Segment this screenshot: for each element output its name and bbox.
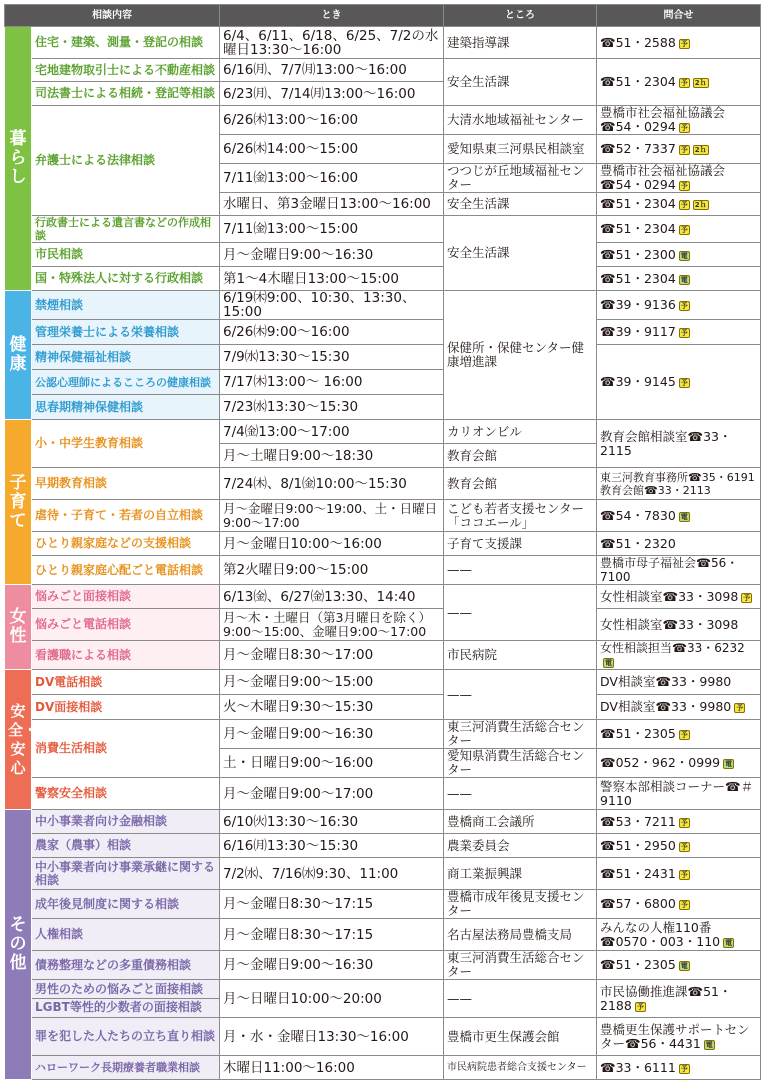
row-place: 東三河消費生活総合センター [444, 720, 597, 749]
row-name: 禁煙相談 [32, 291, 220, 320]
row-time: 7/11㈮13:00～15:00 [220, 216, 444, 243]
table-row [5, 532, 761, 556]
row-contact: ☎51・2320 [597, 532, 761, 556]
row-time: 6/13㈮、6/27㈮13:30、14:40 [220, 585, 444, 609]
row-place: 教育会館 [444, 444, 597, 468]
row-place: 安全生活課 [444, 59, 597, 106]
telephone-badge-icon: 電 [680, 275, 688, 284]
category-kenko: 健康 [5, 291, 32, 420]
row-name: 早期教育相談 [32, 468, 220, 500]
row-name: 管理栄養士による栄養相談 [32, 320, 220, 345]
category-sonota: その他 [5, 810, 32, 1080]
two-hour-badge-icon: 2ｈ [694, 79, 707, 87]
reservation-badge-icon: 予 [680, 1064, 688, 1073]
row-name: DV面接相談 [32, 695, 220, 720]
row-place: 安全生活課 [444, 193, 597, 216]
row-place: 愛知県東三河県民相談室 [444, 135, 597, 164]
table-row [5, 1018, 761, 1056]
reservation-badge-icon: 予 [680, 818, 688, 827]
row-place: —— [444, 556, 597, 585]
row-name: 男性のための悩みごと面接相談 LGBT等性的少数者の面接相談 [32, 980, 220, 1018]
row-place: 愛知県消費生活総合センター [444, 749, 597, 778]
table-row [5, 778, 761, 810]
reservation-badge-icon: 予 [680, 870, 688, 879]
table-row [5, 500, 761, 532]
row-place: 市民病院患者総合支援センター [444, 1056, 597, 1080]
table-row [5, 216, 761, 243]
two-hour-badge-icon: 2ｈ [694, 201, 707, 209]
row-contact: 女性相談室☎33・3098 [597, 609, 761, 641]
row-name: 中小事業者向け事業承継に関する相談 [32, 858, 220, 890]
table-row [5, 609, 761, 641]
row-name: 農家（農事）相談 [32, 834, 220, 858]
category-kosodate: 子育て [5, 420, 32, 585]
row-time: 月～日曜日10:00～20:00 [220, 980, 444, 1018]
row-place: —— [444, 980, 597, 1018]
table-row [5, 243, 761, 267]
row-time: 月～金曜日9:00～16:30 [220, 951, 444, 980]
header-row [5, 5, 761, 27]
row-place: 子育て支援課 [444, 532, 597, 556]
two-hour-badge-icon: 2ｈ [694, 146, 707, 154]
table-row [5, 720, 761, 749]
row-name: ハローワーク長期療養者職業相談 [32, 1056, 220, 1080]
row-contact: 豊橋更生保護サポートセンター☎56・4431 電 [597, 1018, 761, 1056]
reservation-badge-icon: 予 [680, 182, 688, 190]
row-time: 6/26㈭9:00～16:00 [220, 320, 444, 345]
row-contact: ☎51・2304 予 [597, 216, 761, 243]
reservation-badge-icon: 予 [680, 79, 688, 87]
reservation-badge-icon: 予 [680, 146, 688, 154]
row-contact: ☎53・7211 予 [597, 810, 761, 834]
row-contact: 警察本部相談コーナー☎＃9110 [597, 778, 761, 810]
row-place: こども若者支援センター「ココエール」 [444, 500, 597, 532]
row-place: 教育会館 [444, 468, 597, 500]
consultation-table-wrapper [4, 4, 760, 1080]
reservation-badge-icon: 予 [680, 329, 688, 337]
table-row [5, 1056, 761, 1080]
row-name: 中小事業者向け金融相談 [32, 810, 220, 834]
row-contact: ☎51・2304 電 [597, 267, 761, 291]
row-time: 月～金曜日9:00～19:00、土・日曜日9:00～17:00 [220, 500, 444, 532]
reservation-badge-icon: 予 [736, 704, 744, 712]
row-name: 司法書士による相続・登記等相談 [32, 82, 220, 106]
row-name: 精神保健福祉相談 [32, 345, 220, 370]
reservation-badge-icon: 予 [680, 201, 688, 209]
telephone-badge-icon: 電 [680, 512, 688, 521]
table-row [5, 858, 761, 890]
row-place: 名古屋法務局豊橋支局 [444, 919, 597, 951]
row-place: 商工業振興課 [444, 858, 597, 890]
row-time: 月～金曜日9:00～16:30 [220, 243, 444, 267]
row-place: —— [444, 670, 597, 720]
table-row [5, 951, 761, 980]
row-time: 7/17㈭13:00～ 16:00 [220, 370, 444, 395]
row-contact: ☎51・2300 電 [597, 243, 761, 267]
row-time: 6/26㈭14:00～15:00 [220, 135, 444, 164]
row-time: 第1～4木曜日13:00～15:00 [220, 267, 444, 291]
row-place: 農業委員会 [444, 834, 597, 858]
reservation-badge-icon: 予 [680, 842, 688, 851]
table-row [5, 695, 761, 720]
row-time: 月～金曜日8:30～17:00 [220, 641, 444, 670]
row-contact: ☎52・7337 予 2ｈ [597, 135, 761, 164]
row-time: 6/10㈫13:30～16:30 [220, 810, 444, 834]
row-time: 7/11㈮13:00～16:00 [220, 164, 444, 193]
row-contact: ☎51・2305 予 [597, 720, 761, 749]
table-row [5, 27, 761, 59]
telephone-badge-icon: 電 [705, 1040, 713, 1049]
row-time: 土・日曜日9:00～16:00 [220, 749, 444, 778]
row-place: 安全生活課 [444, 216, 597, 291]
row-contact: DV相談室☎33・9980 予 [597, 695, 761, 720]
row-time: 月～金曜日8:30～17:15 [220, 919, 444, 951]
table-row [5, 980, 761, 1018]
row-contact: 女性相談室☎33・3098 予 [597, 585, 761, 609]
reservation-badge-icon: 予 [680, 226, 688, 234]
row-contact: みんなの人権110番☎0570・003・110 電 [597, 919, 761, 951]
row-name: 消費生活相談 [32, 720, 220, 778]
telephone-badge-icon: 電 [725, 938, 733, 947]
category-kurashi: 暮らし [5, 27, 32, 291]
row-time: 6/26㈭13:00～16:00 [220, 106, 444, 135]
row-name: ひとり親家庭などの支援相談 [32, 532, 220, 556]
row-time: 月～金曜日9:00～15:00 [220, 670, 444, 695]
row-place: 建築指導課 [444, 27, 597, 59]
table-row [5, 291, 761, 320]
header-content: 相談内容 [5, 5, 220, 27]
row-name: DV電話相談 [32, 670, 220, 695]
row-time: 6/19㈭9:00、10:30、13:30、15:00 [220, 291, 444, 320]
row-time: 月～金曜日10:00～16:00 [220, 532, 444, 556]
table-row [5, 320, 761, 345]
row-contact: ☎51・2588 予 [597, 27, 761, 59]
consultation-table [4, 4, 761, 1080]
table-row [5, 585, 761, 609]
row-time: 月～土曜日9:00～18:30 [220, 444, 444, 468]
row-contact: 女性相談担当☎33・6232電 [597, 641, 761, 670]
row-place: カリオンビル [444, 420, 597, 444]
row-contact: 豊橋市社会福祉協議会☎54・0294 予 [597, 106, 761, 135]
header-place: ところ [444, 5, 597, 27]
table-row [5, 641, 761, 670]
row-name: ひとり親家庭心配ごと電話相談 [32, 556, 220, 585]
row-time: 月～金曜日8:30～17:15 [220, 890, 444, 919]
table-row [5, 59, 761, 82]
row-time: 6/16㈪、7/7㈪13:00～16:00 [220, 59, 444, 82]
row-time: 6/4、6/11、6/18、6/25、7/2の水曜日13:30～16:00 [220, 27, 444, 59]
row-contact: ☎51・2305 電 [597, 951, 761, 980]
row-name: 公認心理師によるこころの健康相談 [32, 370, 220, 395]
row-name: 国・特殊法人に対する行政相談 [32, 267, 220, 291]
row-name: 虐待・子育て・若者の自立相談 [32, 500, 220, 532]
row-place: 東三河消費生活総合センター [444, 951, 597, 980]
category-josei: 女性 [5, 585, 32, 670]
reservation-badge-icon: 予 [680, 901, 688, 909]
row-time: 月～金曜日9:00～16:30 [220, 720, 444, 749]
reservation-badge-icon: 予 [680, 731, 688, 739]
row-time: 火～木曜日9:30～15:30 [220, 695, 444, 720]
row-contact: ☎33・6111 予 [597, 1056, 761, 1080]
row-place: 豊橋市成年後見支援センター [444, 890, 597, 919]
row-time: 水曜日、第3金曜日13:00～16:00 [220, 193, 444, 216]
row-name: 弁護士による法律相談 [32, 106, 220, 216]
row-contact: ☎39・9145 予 [597, 345, 761, 420]
row-name: 思春期精神保健相談 [32, 395, 220, 420]
row-name: 悩みごと面接相談 [32, 585, 220, 609]
header-time: とき [220, 5, 444, 27]
row-time: 7/24㈭、8/1㈮10:00～15:30 [220, 468, 444, 500]
reservation-badge-icon: 予 [636, 1002, 644, 1011]
reservation-badge-icon: 予 [680, 39, 688, 48]
row-contact: DV相談室☎33・9980 [597, 670, 761, 695]
reservation-badge-icon: 予 [680, 379, 688, 387]
row-place: つつじが丘地域福祉センター [444, 164, 597, 193]
header-contact: 問合せ [597, 5, 761, 27]
row-name: 看護職による相談 [32, 641, 220, 670]
row-contact: 教育会館相談室☎33・2115 [597, 420, 761, 468]
table-row [5, 556, 761, 585]
row-contact: ☎51・2304 予 2ｈ [597, 193, 761, 216]
telephone-badge-icon: 電 [680, 251, 688, 260]
table-row [5, 106, 761, 135]
telephone-badge-icon: 電 [605, 659, 612, 667]
row-name: 人権相談 [32, 919, 220, 951]
reservation-badge-icon: 予 [743, 593, 751, 602]
row-time: 7/4㈮13:00～17:00 [220, 420, 444, 444]
category-anzen: 安全・安心 [5, 670, 32, 810]
row-place: —— [444, 778, 597, 810]
row-contact: ☎57・6800 予 [597, 890, 761, 919]
row-name: 宅地建物取引士による不動産相談 [32, 59, 220, 82]
row-place: 市民病院 [444, 641, 597, 670]
row-time: 第2火曜日9:00～15:00 [220, 556, 444, 585]
row-time: 6/23㈪、7/14㈪13:00～16:00 [220, 82, 444, 106]
row-time: 月～金曜日9:00～17:00 [220, 778, 444, 810]
row-contact: ☎51・2304 予 2ｈ [597, 59, 761, 106]
row-contact: ☎51・2431 予 [597, 858, 761, 890]
row-contact: ☎54・7830 電 [597, 500, 761, 532]
table-row [5, 670, 761, 695]
table-row [5, 810, 761, 834]
row-name: 罪を犯した人たちの立ち直り相談 [32, 1018, 220, 1056]
row-contact: 豊橋市社会福祉協議会☎54・0294 予 [597, 164, 761, 193]
telephone-badge-icon: 電 [680, 962, 688, 970]
reservation-badge-icon: 予 [680, 124, 688, 132]
row-place: 保健所・保健センター健康増進課 [444, 291, 597, 420]
row-name: 市民相談 [32, 243, 220, 267]
reservation-badge-icon: 予 [680, 302, 688, 310]
row-name: 警察安全相談 [32, 778, 220, 810]
row-contact: 豊橋市母子福祉会☎56・7100 [597, 556, 761, 585]
row-contact: ☎39・9117 予 [597, 320, 761, 345]
table-row [5, 890, 761, 919]
row-contact: 東三河教育事務所☎35・6191 教育会館☎33・2113 [597, 468, 761, 500]
row-time: 7/2㈬、7/16㈬9:30、11:00 [220, 858, 444, 890]
row-name: 行政書士による遺言書などの作成相談 [32, 216, 220, 243]
row-name: 債務整理などの多重債務相談 [32, 951, 220, 980]
row-place: —— [444, 585, 597, 641]
row-time: 木曜日11:00～16:00 [220, 1056, 444, 1080]
table-row [5, 919, 761, 951]
row-contact: 市民協働推進課☎51・ 2188 予 [597, 980, 761, 1018]
row-name: 悩みごと電話相談 [32, 609, 220, 641]
row-place: 大清水地域福祉センター [444, 106, 597, 135]
telephone-badge-icon: 電 [725, 760, 733, 768]
row-time: 6/16㈪13:30～15:30 [220, 834, 444, 858]
row-time: 月～木・土曜日（第3月曜日を除く）9:00～15:00、金曜日9:00～17:00 [220, 609, 444, 641]
row-contact: ☎052・962・0999 電 [597, 749, 761, 778]
row-time: 7/9㈬13:30～15:30 [220, 345, 444, 370]
row-time: 7/23㈬13:30～15:30 [220, 395, 444, 420]
row-place: 豊橋商工会議所 [444, 810, 597, 834]
table-row [5, 420, 761, 444]
table-row [5, 345, 761, 370]
table-row [5, 468, 761, 500]
row-name: 住宅・建築、測量・登記の相談 [32, 27, 220, 59]
row-time: 月・水・金曜日13:30～16:00 [220, 1018, 444, 1056]
table-row [5, 834, 761, 858]
row-name: 成年後見制度に関する相談 [32, 890, 220, 919]
row-contact: ☎51・2950 予 [597, 834, 761, 858]
row-name: 小・中学生教育相談 [32, 420, 220, 468]
row-contact: ☎39・9136 予 [597, 291, 761, 320]
row-place: 豊橋市更生保護会館 [444, 1018, 597, 1056]
table-row [5, 267, 761, 291]
